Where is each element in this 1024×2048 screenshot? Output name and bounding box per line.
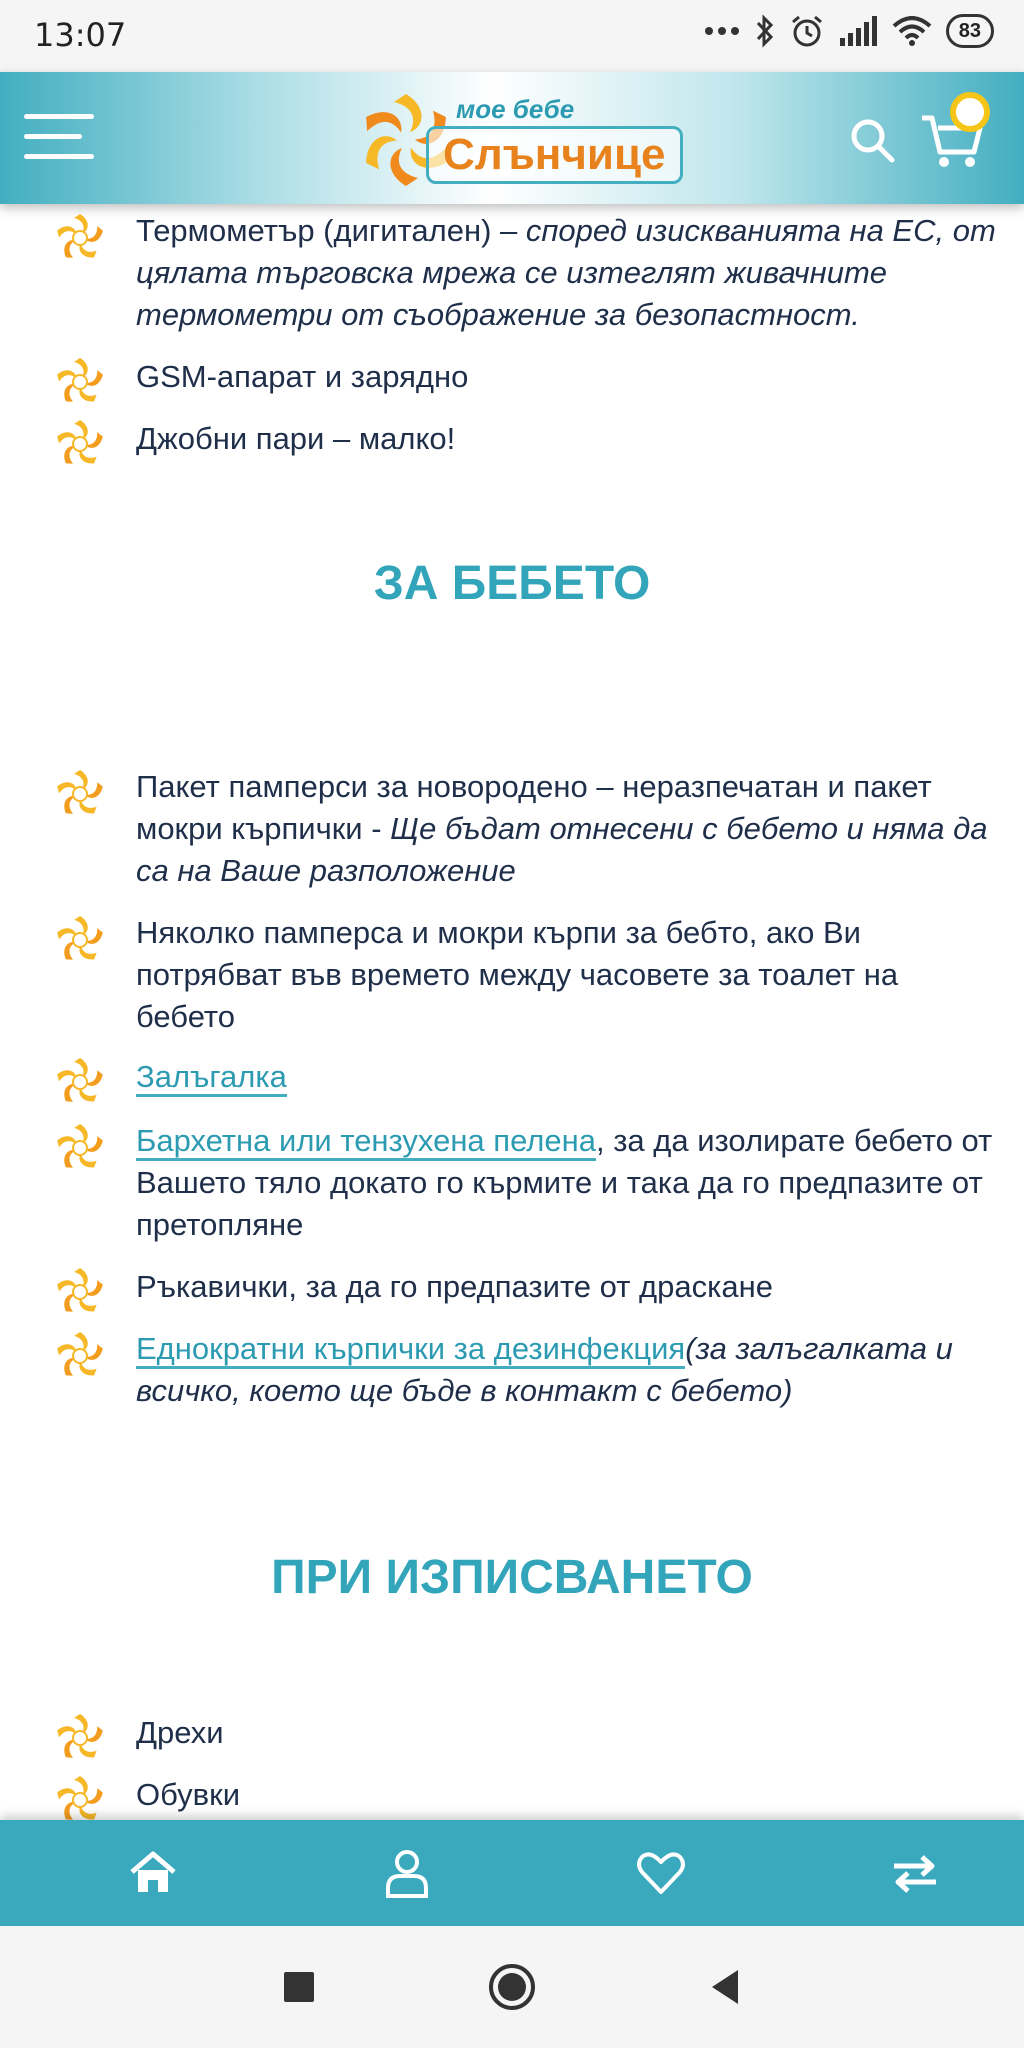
status-icons [704,14,994,48]
list-item-text: GSM-апарат и зарядно [136,359,469,394]
search-icon[interactable] [848,116,896,164]
pacifier-link[interactable]: Залъгалка [136,1059,287,1097]
battery-indicator: 83 [946,14,994,48]
more-dots-icon [704,25,740,37]
list-item-text: Дрехи [136,1715,224,1750]
site-logo[interactable] [356,84,676,190]
recent-apps-icon[interactable] [272,1960,326,2014]
sun-bullet-icon [54,1122,106,1174]
system-navigation-bar [0,1926,1024,2048]
bluetooth-icon [754,14,776,48]
list-item-text: Обувки [136,1777,241,1812]
home-icon[interactable] [126,1846,180,1900]
sun-bullet-icon [54,212,106,264]
alarm-icon [790,14,824,48]
hamburger-menu-icon[interactable] [24,108,94,164]
site-header [0,72,1024,204]
section-heading-baby: ЗА БЕБЕТО [373,557,651,610]
list-item-text: Джобни пари – малко! [136,421,456,456]
compare-icon[interactable] [888,1846,942,1900]
signal-icon [838,16,878,46]
home-button-icon[interactable] [485,1960,539,2014]
list-item-text: Бархетна или тензухена пелена, за да изолирате бебето от Вашето тяло докато го кърмите и така да го предпазите от претопляне [136,1123,993,1242]
list-item-text: Еднократни кърпички за дезинфекция(за залъгалката и всичко, което ще бъде в контакт с бебето) [136,1331,953,1408]
sun-bullet-icon [54,1330,106,1382]
disinfection-wipes-link[interactable]: Еднократни кърпички за дезинфекция [136,1331,685,1369]
sun-bullet-icon [54,356,106,408]
bottom-navigation [0,1820,1024,1926]
list-item-text: Пакет памперси за новородено – неразпечатан и пакет мокри кърпички - Ще бъдат отнесени с бебето и няма да са на Ваше разположение [136,769,988,888]
logo-tagline: мое бебе [456,94,575,124]
sun-bullet-icon [54,418,106,470]
sun-bullet-icon [54,1774,106,1820]
back-icon[interactable] [698,1960,752,2014]
heart-icon[interactable] [634,1846,688,1900]
list-item-text: Термометър (дигитален) – според изискванията на ЕС, от цялата търговска мрежа се изтеглят живачните термометри от съображение за безопастност. [136,213,996,332]
sun-bullet-icon [54,914,106,966]
status-time: 13:07 [34,16,127,54]
list-item-text: Ръкавички, за да го предпазите от драскане [136,1269,773,1304]
section-heading-discharge: ПРИ ИЗПИСВАНЕТО [271,1551,753,1604]
diaper-cloth-link[interactable]: Бархетна или тензухена пелена [136,1123,596,1161]
sun-bullet-icon [54,1056,106,1108]
wifi-icon [892,16,932,46]
user-icon[interactable] [380,1846,434,1900]
sun-bullet-icon [54,768,106,820]
logo-wordmark: Слънчице [426,126,683,184]
cart-badge [950,92,990,132]
sun-bullet-icon [54,1712,106,1764]
page-content [0,204,1024,1820]
sun-bullet-icon [54,1266,106,1318]
status-bar [0,0,1024,72]
list-item-text: Няколко памперса и мокри кърпи за бебто, ако Ви потрябват във времето между часовете за тоалет на бебето [136,915,899,1034]
list-item-text [136,1056,996,1098]
